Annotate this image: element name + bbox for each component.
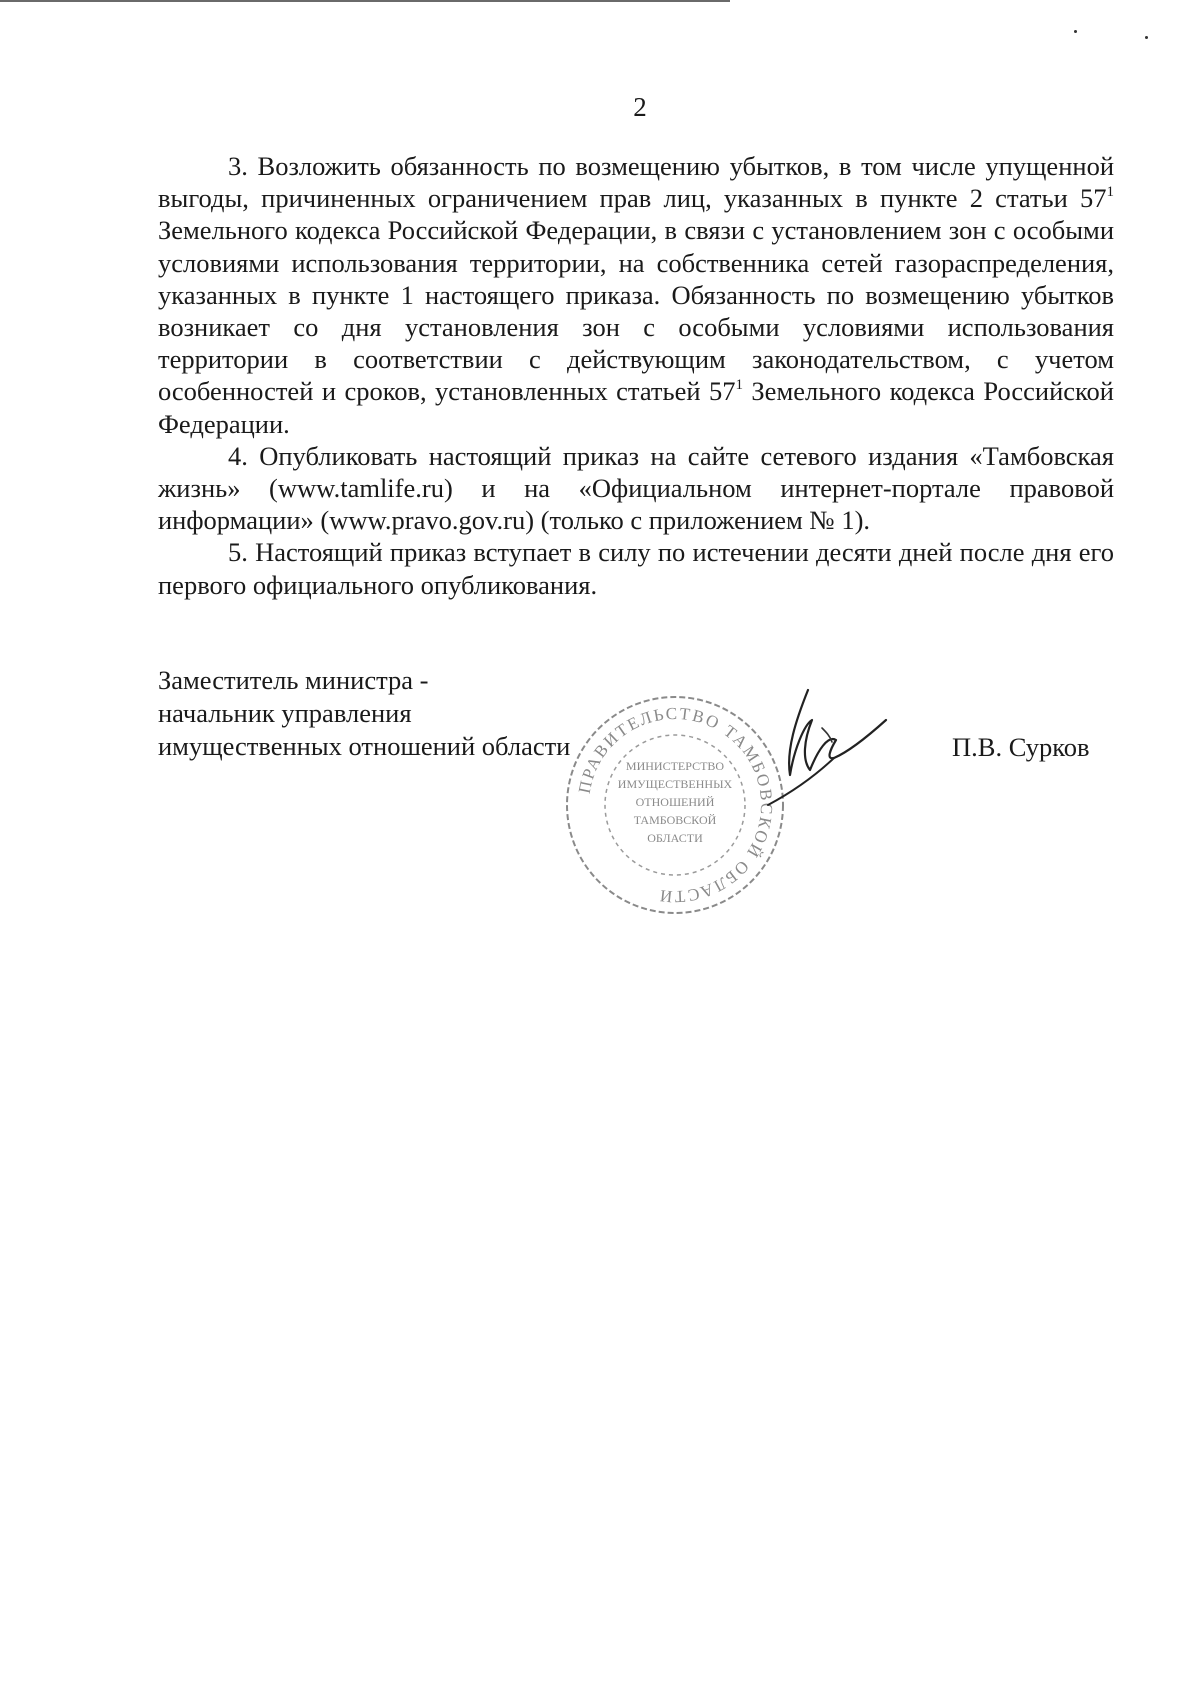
scan-top-border — [0, 0, 730, 2]
position-line: имущественных отношений области — [158, 731, 571, 761]
article-superscript: 1 — [735, 377, 743, 394]
document-body — [158, 150, 1114, 601]
paragraph-3-text: Земельного кодекса Российской Федерации, в связи с установлением зон с особыми условиями использования территории, на собственника сетей газораспределения, указанных в пункте 1 настоящего приказа. Обязанность по возмещению убытков возникает со дня установления зон с особыми условиями использования территории в соответствии с действующим законодательством, с учетом особенностей и сроков, установленных статьей 57 — [158, 215, 1114, 407]
scan-speck — [1145, 36, 1148, 39]
signatory-name: П.В. Сурков — [952, 732, 1090, 762]
paragraph-3 — [158, 150, 1114, 440]
paragraph-3-text: 3. Возложить обязанность по возмещению убытков, в том числе упущенной выгоды, причиненных ограничением прав лиц, указанных в пункте 2 статьи 57 — [158, 151, 1114, 214]
svg-text:ОБЛАСТИ: ОБЛАСТИ — [647, 831, 703, 845]
handwritten-signature — [756, 680, 896, 810]
position-line: начальник управления — [158, 698, 412, 728]
scan-speck — [1074, 30, 1077, 33]
svg-text:МИНИСТЕРСТВО: МИНИСТЕРСТВО — [625, 759, 725, 773]
svg-text:ИМУЩЕСТВЕННЫХ: ИМУЩЕСТВЕННЫХ — [617, 777, 733, 791]
stamp-ring-text: ПРАВИТЕЛЬСТВО ТАМБОВСКОЙ ОБЛАСТИ — [574, 703, 777, 907]
signatory-position — [158, 664, 570, 763]
paragraph-5: 5. Настоящий приказ вступает в силу по истечении десяти дней после дня его первого официального опубликования. — [158, 537, 1114, 600]
article-superscript: 1 — [1106, 184, 1114, 201]
paragraph-4: 4. Опубликовать настоящий приказ на сайте сетевого издания «Тамбовская жизнь» (www.tamlife.ru) и на «Официальном интернет-портале правовой информации» (www.pravo.gov.ru) (только с приложением № 1). — [158, 440, 1114, 536]
svg-text:ОТНОШЕНИЙ: ОТНОШЕНИЙ — [635, 795, 715, 809]
position-line: Заместитель министра - — [158, 665, 429, 695]
svg-text:ТАМБОВСКОЙ: ТАМБОВСКОЙ — [633, 813, 717, 827]
paragraph-3-text: Земельного кодекса Российской Федерации. — [158, 376, 1114, 439]
page-number: 2 — [633, 92, 647, 122]
stamp-inner-text — [618, 759, 733, 845]
